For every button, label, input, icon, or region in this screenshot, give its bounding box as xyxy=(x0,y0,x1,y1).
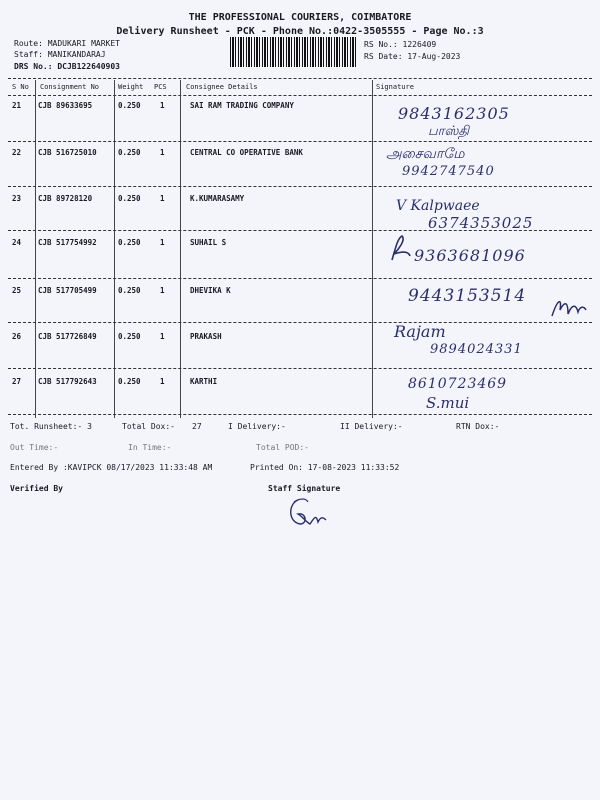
row-pcs: 1 xyxy=(160,238,165,247)
signature-text: அசைவாமே xyxy=(386,146,465,162)
signature-text: பாஸ்தி xyxy=(428,124,470,139)
row-pcs: 1 xyxy=(160,194,165,203)
row-sno: 25 xyxy=(12,286,22,295)
row-divider xyxy=(8,230,592,231)
row-pcs: 1 xyxy=(160,101,165,110)
col-signature: Signature xyxy=(376,83,414,91)
i-delivery-label: I Delivery:- xyxy=(228,422,286,431)
col-weight: Weight xyxy=(118,83,144,91)
row-consignment: CJB 517726849 xyxy=(38,332,97,341)
row-consignee: KARTHI xyxy=(190,377,218,386)
row-consignment: CJB 517792643 xyxy=(38,377,97,386)
signature-text: 9443153514 xyxy=(408,286,527,306)
row-consignee: PRAKASH xyxy=(190,332,222,341)
in-time-label: In Time:- xyxy=(128,443,172,452)
row-weight: 0.250 xyxy=(118,238,141,247)
row-consignee: DHEVIKA K xyxy=(190,286,231,295)
signature-text: 9363681096 xyxy=(414,246,526,265)
row-sno: 22 xyxy=(12,148,22,157)
row-weight: 0.250 xyxy=(118,286,141,295)
total-dox-value: 27 xyxy=(192,422,202,431)
signature-text: S.mui xyxy=(426,394,470,412)
row-sno: 21 xyxy=(12,101,22,110)
row-consignment: CJB 517754992 xyxy=(38,238,97,247)
total-pod-label: Total POD:- xyxy=(256,443,309,452)
total-runsheet: Tot. Runsheet:- 3 xyxy=(10,422,92,431)
ii-delivery-label: II Delivery:- xyxy=(340,422,403,431)
signature-scribble xyxy=(548,294,588,324)
row-consignee: SUHAIL S xyxy=(190,238,227,247)
table-top-rule xyxy=(8,78,592,79)
row-pcs: 1 xyxy=(160,148,165,157)
col-consignee: Consignee Details xyxy=(186,83,258,91)
staff-signature-label: Staff Signature xyxy=(268,484,341,493)
row-divider xyxy=(8,186,592,187)
col-consignment: Consignment No xyxy=(40,83,100,91)
route-label: Route: MADUKARI MARKET xyxy=(14,39,120,48)
drs-number: DRS No.: DCJB122640903 xyxy=(14,62,120,71)
signature-text: 9942747540 xyxy=(402,164,495,179)
row-weight: 0.250 xyxy=(118,194,141,203)
barcode-image xyxy=(230,37,356,67)
row-sno: 26 xyxy=(12,332,22,341)
row-weight: 0.250 xyxy=(118,377,141,386)
signature-text: Rajam xyxy=(394,322,446,341)
row-weight: 0.250 xyxy=(118,101,141,110)
rtn-dox-label: RTN Dox:- xyxy=(456,422,500,431)
runsheet-subtitle: Delivery Runsheet - PCK - Phone No.:0422-3505555 - Page No.:3 xyxy=(116,26,484,37)
out-time-label: Out Time:- xyxy=(10,443,59,452)
row-pcs: 1 xyxy=(160,286,165,295)
row-consignee: CENTRAL CO OPERATIVE BANK xyxy=(190,148,303,157)
table-header-rule xyxy=(8,95,592,96)
signature-text: 9894024331 xyxy=(430,342,523,357)
printed-on: Printed On: 17-08-2023 11:33:52 xyxy=(250,463,400,472)
row-consignment: CJB 516725010 xyxy=(38,148,97,157)
row-sno: 24 xyxy=(12,238,22,247)
staff-label: Staff: MANIKANDARAJ xyxy=(14,50,106,59)
signature-text: V Kalpwaee xyxy=(396,198,480,214)
row-divider xyxy=(8,368,592,369)
rs-number: RS No.: 1226409 xyxy=(364,40,437,49)
entered-by: Entered By :KAVIPCK 08/17/2023 11:33:48 AM xyxy=(10,463,213,472)
company-title: THE PROFESSIONAL COURIERS, COIMBATORE xyxy=(188,12,412,23)
row-consignment: CJB 89633695 xyxy=(38,101,93,110)
row-weight: 0.250 xyxy=(118,332,141,341)
row-consignment: CJB 517705499 xyxy=(38,286,97,295)
row-consignee: K.KUMARASAMY xyxy=(190,194,245,203)
signature-text: 8610723469 xyxy=(408,376,508,392)
row-sno: 27 xyxy=(12,377,22,386)
signature-scribble xyxy=(388,232,414,264)
rs-date: RS Date: 17-Aug-2023 xyxy=(364,52,461,61)
row-pcs: 1 xyxy=(160,377,165,386)
signature-text: 9843162305 xyxy=(398,104,510,123)
col-sno: S No xyxy=(12,83,29,91)
row-divider xyxy=(8,322,592,323)
total-dox-label: Total Dox:- xyxy=(122,422,175,431)
col-pcs: PCS xyxy=(154,83,167,91)
row-consignee: SAI RAM TRADING COMPANY xyxy=(190,101,294,110)
table-bottom-rule xyxy=(8,414,592,415)
row-consignment: CJB 89728120 xyxy=(38,194,93,203)
row-sno: 23 xyxy=(12,194,22,203)
row-weight: 0.250 xyxy=(118,148,141,157)
signature-text: 6374353025 xyxy=(428,214,534,232)
staff-signature-scribble xyxy=(284,494,328,530)
row-divider xyxy=(8,278,592,279)
row-pcs: 1 xyxy=(160,332,165,341)
row-divider xyxy=(8,141,592,142)
verified-by-label: Verified By xyxy=(10,484,63,493)
